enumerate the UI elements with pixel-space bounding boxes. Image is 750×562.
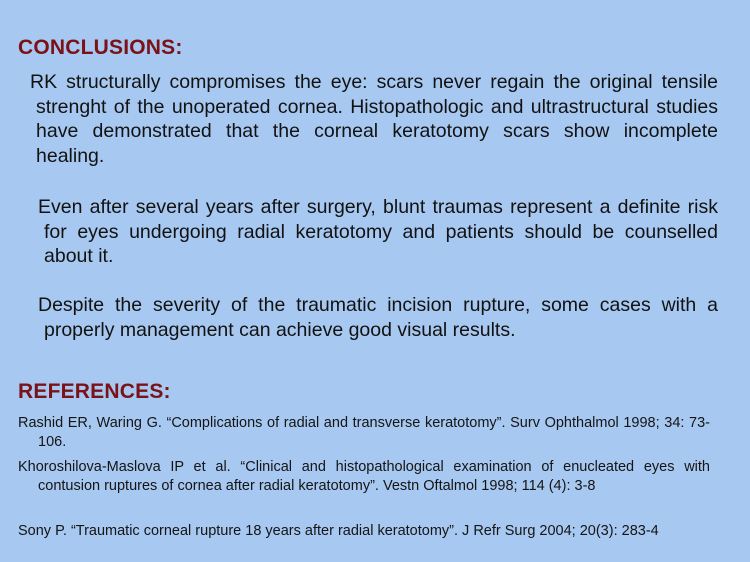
- references-heading: REFERENCES:: [18, 380, 171, 403]
- reference-item-2: Khoroshilova-Maslova IP et al. “Clinical and histopathological examination of enucleated eyes with contusion ruptures of cornea after radial keratotomy”. Vestn Oftalmol 1998; 114 (4): 3-8: [18, 459, 710, 494]
- conclusions-heading: CONCLUSIONS:: [18, 36, 183, 59]
- reference-item-3: Sony P. “Traumatic corneal rupture 18 years after radial keratotomy”. J Refr Surg 2004; 20(3): 283-4: [18, 523, 659, 539]
- reference-item-1: Rashid ER, Waring G. “Complications of radial and transverse keratotomy”. Surv Ophthalmol 1998; 34: 73-106.: [18, 415, 710, 450]
- conclusion-paragraph-3: Despite the severity of the traumatic incision rupture, some cases with a properly management can achieve good visual results.: [38, 294, 718, 341]
- conclusion-paragraph-2: Even after several years after surgery, blunt traumas represent a definite risk for eyes undergoing radial keratotomy and patients should be counselled about it.: [38, 196, 718, 267]
- conclusion-paragraph-1: RK structurally compromises the eye: scars never regain the original tensile strenght of the unoperated cornea. Histopathologic and ultrastructural studies have demonstrated that the corneal keratotomy scars show incomplete healing.: [30, 71, 718, 167]
